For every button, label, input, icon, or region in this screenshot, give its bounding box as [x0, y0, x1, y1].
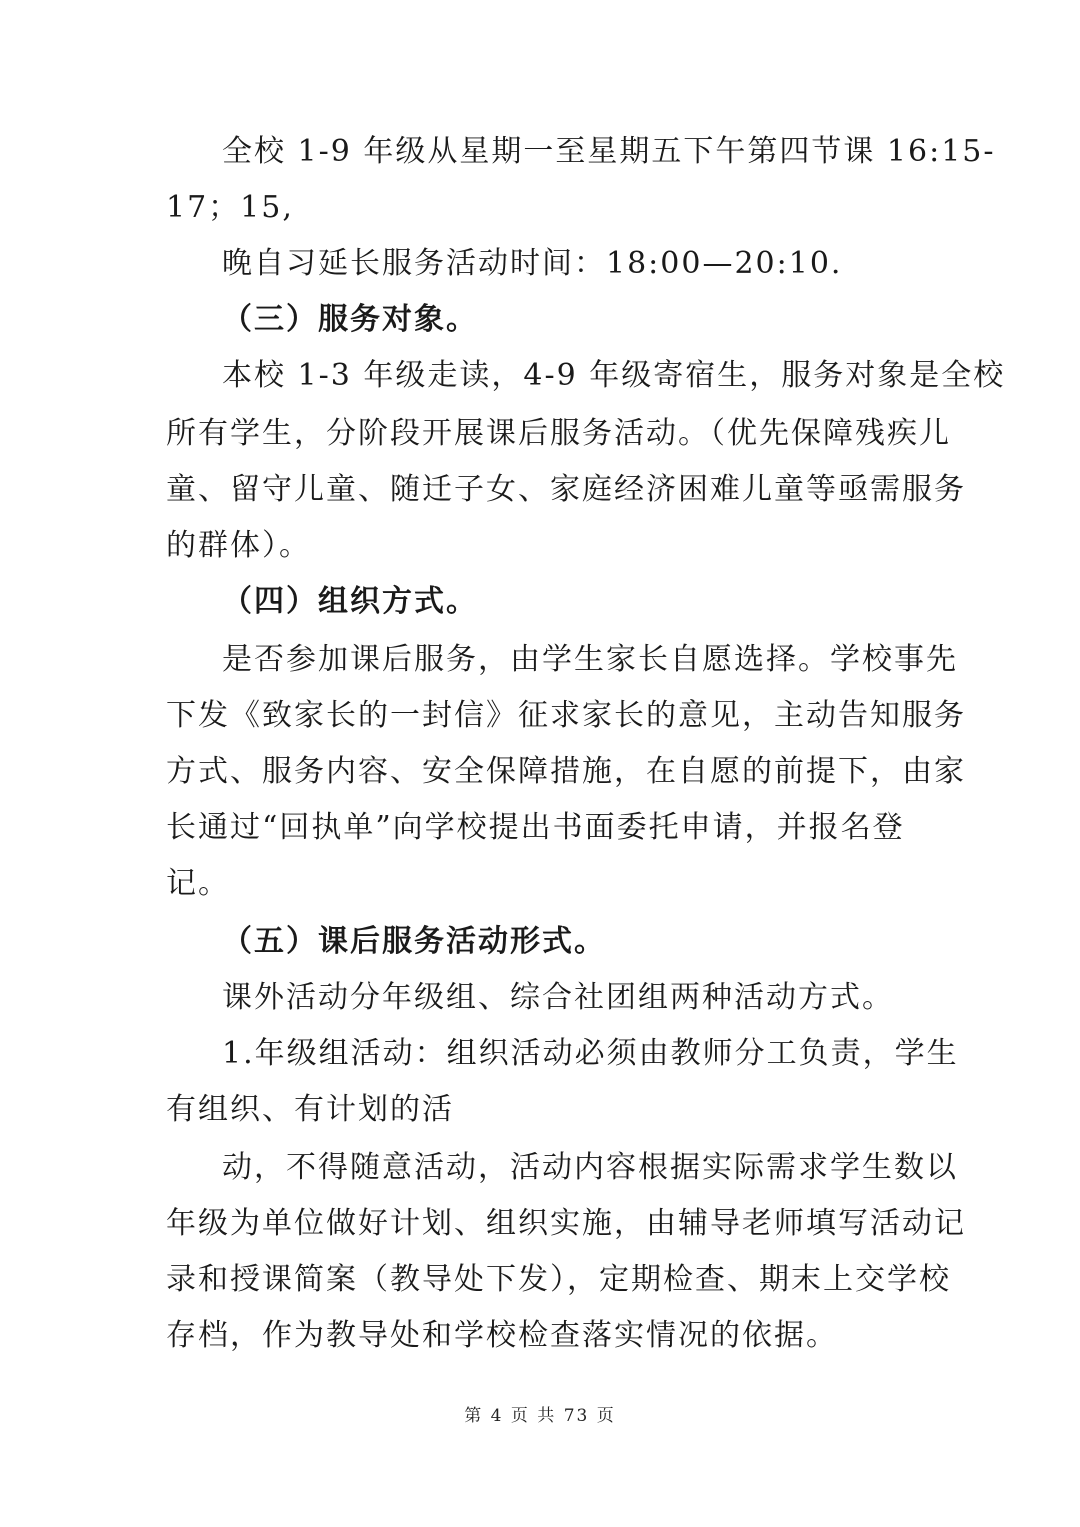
paragraph-line: 的群体）。: [166, 528, 311, 563]
paragraph-line: 存档，作为教导处和学校检查落实情况的依据。: [166, 1318, 838, 1353]
paragraph-line: 动，不得随意活动，活动内容根据实际需求学生数以: [222, 1150, 958, 1185]
schedule-line-1: 全校 1-9 年级从星期一至星期五下午第四节课 16:15-: [222, 134, 996, 169]
page-number-footer: 第 4 页 共 73 页: [464, 1406, 616, 1426]
section-heading-service-target: （三）服务对象。: [222, 302, 478, 337]
paragraph-line: 课外活动分年级组、综合社团组两种活动方式。: [222, 980, 894, 1015]
paragraph-line: 有组织、有计划的活: [166, 1092, 454, 1127]
paragraph-line: 童、留守儿童、随迁子女、家庭经济困难儿童等亟需服务: [166, 472, 966, 507]
paragraph-line: 录和授课简案（教导处下发），定期检查、期末上交学校: [166, 1262, 951, 1297]
paragraph-line: 年级为单位做好计划、组织实施，由辅导老师填写活动记: [166, 1206, 966, 1241]
section-heading-organization: （四）组织方式。: [222, 584, 478, 619]
schedule-line-2: 17；15,: [166, 190, 294, 225]
paragraph-line: 方式、服务内容、安全保障措施，在自愿的前提下，由家: [166, 754, 966, 789]
paragraph-line: 1.年级组活动：组织活动必须由教师分工负责，学生: [222, 1036, 959, 1071]
paragraph-line: 记。: [166, 866, 230, 901]
evening-study-time: 晚自习延长服务活动时间：18:00—20:10.: [222, 246, 843, 281]
paragraph-line: 是否参加课后服务，由学生家长自愿选择。学校事先: [222, 642, 958, 677]
paragraph-line: 下发《致家长的一封信》征求家长的意见，主动告知服务: [166, 698, 966, 733]
paragraph-line: 长通过“回执单”向学校提出书面委托申请，并报名登: [166, 810, 905, 845]
paragraph-line: 所有学生，分阶段开展课后服务活动。（优先保障残疾儿: [166, 416, 951, 451]
paragraph-line: 本校 1-3 年级走读，4-9 年级寄宿生，服务对象是全校: [222, 358, 1006, 393]
section-heading-activity-forms: （五）课后服务活动形式。: [222, 924, 606, 959]
